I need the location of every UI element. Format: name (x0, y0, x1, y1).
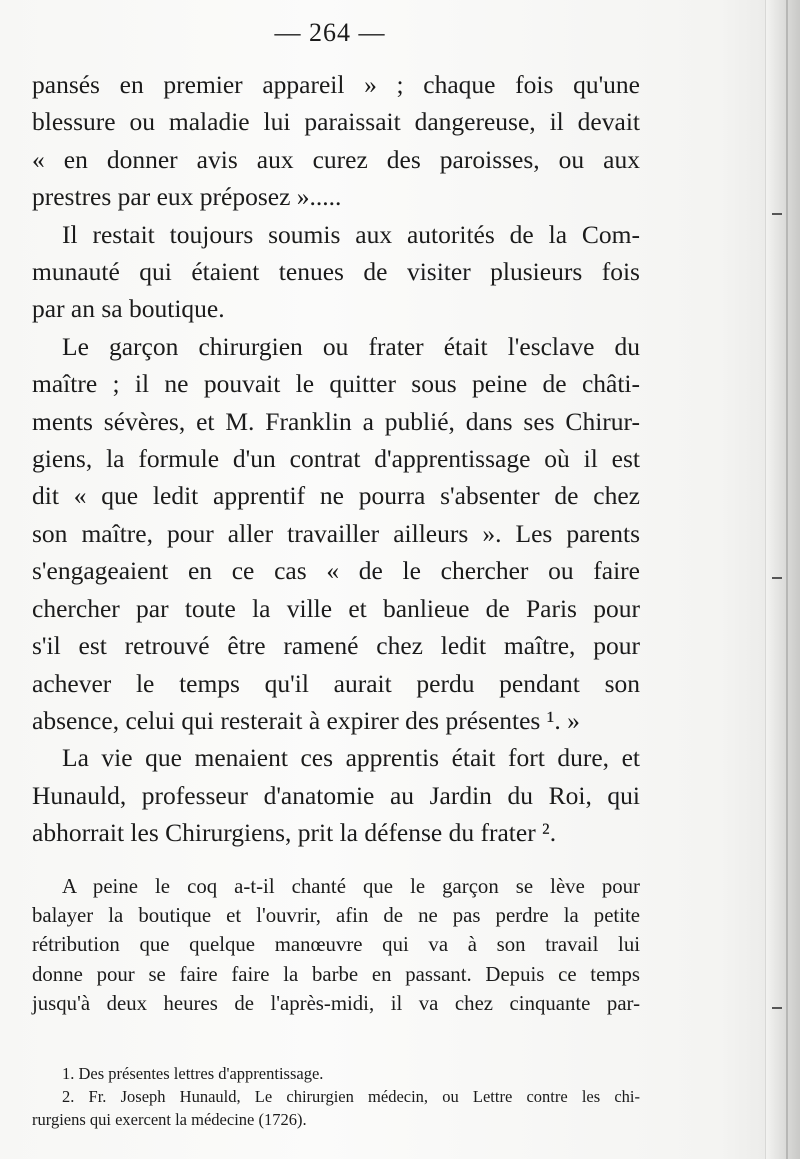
text-line: son maître, pour aller travailler ailleurs ». Les parents (32, 518, 640, 548)
text-line: absence, celui qui resterait à expirer des présentes ¹. » (32, 705, 580, 735)
quote-line: balayer la boutique et l'ouvrir, afin de ne pas perdre la petite (32, 904, 640, 928)
text-line: abhorrait les Chirurgiens, prit la défense du frater ². (32, 818, 557, 848)
text-line: giens, la formule d'un contrat d'apprentissage où il est (32, 444, 640, 474)
quote-line: rétribution que quelque manœuvre qui va à son travail lui (32, 933, 640, 957)
text-line: Le garçon chirurgien ou frater était l'esclave du (62, 331, 640, 361)
quote-line: jusqu'à deux heures de l'après-midi, il va chez cinquante par- (32, 991, 640, 1015)
margin-mark (772, 1002, 782, 1016)
text-line: « en donner avis aux curez des paroisses, ou aux (32, 144, 640, 174)
text-line: achever le temps qu'il aurait perdu pendant son (32, 668, 640, 698)
quote-line: donne pour se faire faire la barbe en passant. Depuis ce temps (32, 962, 640, 986)
page-gutter (765, 0, 800, 1159)
text-line: s'engageaient en ce cas « de le chercher ou faire (32, 556, 640, 586)
main-text (32, 66, 640, 852)
footnote: 2. Fr. Joseph Hunauld, Le chirurgien médecin, ou Lettre contre les chi- (62, 1087, 640, 1106)
text-line: blessure ou maladie lui paraissait dangereuse, il devait (32, 107, 640, 137)
text-line: maître ; il ne pouvait le quitter sous peine de châti- (32, 369, 640, 399)
text-line: s'il est retrouvé être ramené chez ledit maître, pour (32, 631, 640, 661)
footnotes (32, 1062, 640, 1131)
text-line: chercher par toute la ville et banlieue de Paris pour (32, 593, 640, 623)
text-line: dit « que ledit apprentif ne pourra s'absenter de chez (32, 481, 640, 511)
text-line: prestres par eux préposez »..... (32, 182, 342, 212)
footnote: 1. Des présentes lettres d'apprentissage. (62, 1064, 324, 1083)
text-line: par an sa boutique. (32, 294, 225, 324)
text-line: Il restait toujours soumis aux autorités de la Com- (62, 219, 640, 249)
margin-mark (772, 208, 782, 222)
text-line: La vie que menaient ces apprentis était fort dure, et (62, 743, 640, 773)
quote-line: A peine le coq a-t-il chanté que le garçon se lève pour (62, 875, 640, 898)
text-line: Hunauld, professeur d'anatomie au Jardin du Roi, qui (32, 780, 640, 810)
text-line: pansés en premier appareil » ; chaque fois qu'une (32, 70, 640, 99)
text-line: ments sévères, et M. Franklin a publié, dans ses Chirur- (32, 406, 640, 436)
margin-mark (772, 572, 782, 586)
footnote: rurgiens qui exercent la médecine (1726). (32, 1110, 307, 1129)
text-line: munauté qui étaient tenues de visiter plusieurs fois (32, 257, 640, 287)
page-number: — 264 — (274, 18, 386, 47)
binding-edge (786, 0, 788, 1159)
block-quote (32, 872, 640, 1018)
